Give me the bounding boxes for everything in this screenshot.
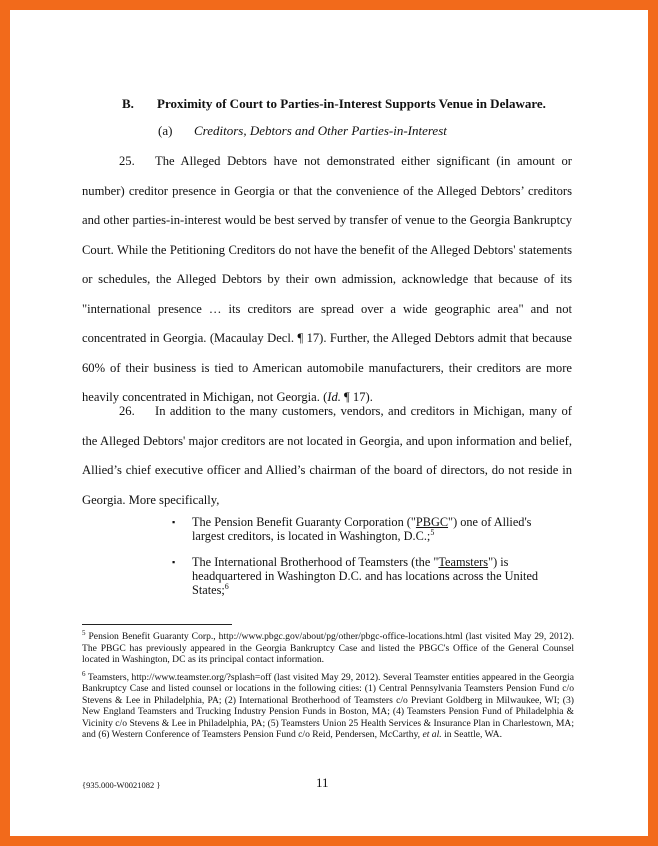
bullet-text: The International Brotherhood of Teamsters (the " — [192, 555, 439, 569]
page-number: 11 — [316, 775, 329, 790]
footnote-italic: et al. — [422, 729, 442, 740]
bullet-item-pbgc — [170, 515, 555, 543]
footnote-divider — [82, 624, 232, 625]
square-bullet-icon: ▪ — [172, 557, 176, 567]
defined-term: Teamsters — [438, 555, 489, 569]
bullet-text-end: ") one of Allied's largest creditors, is located in Washington, D.C.; — [192, 515, 532, 543]
paragraph-text: In addition to the many customers, vendors, and creditors in Michigan, many of the Alleged Debtors' major creditors are not located in Georgia, and upon information and belief, Allied’s chief executive officer and Allied’s chairman of the board of directors, do not reside in Georgia. More specifically, — [82, 404, 572, 507]
square-bullet-icon: ▪ — [172, 517, 176, 527]
bullet-text: The Pension Benefit Guaranty Corporation (" — [192, 515, 416, 529]
defined-term: PBGC — [415, 515, 449, 529]
footnote-text: Pension Benefit Guaranty Corp., http://www.pbgc.gov/about/pg/other/pbgc-office-locations.html (last visited May 29, 2012). The PBGC has previously appeared in the Georgia Bankruptcy Case and listed the PBGC's Office of the General Counsel located in Washington, DC as its principal contact information. — [82, 631, 574, 665]
section-title: Proximity of Court to Parties-in-Interest Supports Venue in Delaware. — [157, 96, 546, 111]
footnote-ref[interactable]: 6 — [224, 581, 229, 591]
subsection-heading — [158, 123, 447, 139]
section-heading — [122, 96, 592, 112]
footnote-6 — [82, 669, 574, 741]
bullet-text-end: ") is headquartered in Washington D.C. and has locations across the United States; — [192, 555, 539, 597]
citation-id: Id. — [327, 390, 341, 404]
document-id: {935.000-W0021082 } — [82, 780, 161, 790]
footnotes — [82, 628, 574, 747]
document-page — [10, 10, 648, 836]
footnote-number: 5 — [82, 628, 86, 637]
section-letter: B. — [122, 96, 134, 111]
subsection-title: Creditors, Debtors and Other Parties-in-Interest — [194, 123, 447, 138]
paragraph-text: The Alleged Debtors have not demonstrated either significant (in amount or number) creditor presence in Georgia or that the convenience of the Alleged Debtors’ creditors and other parties-in-interest would be best served by transfer of venue to the Georgia Bankruptcy Court. While the Petitioning Creditors do not have the benefit of the Alleged Debtors' statements or schedules, the Alleged Debtors by their own admission, acknowledge that because of its "international presence … its creditors are spread over a wide geographic area" and not concentrated in Georgia. (Macaulay Decl. ¶ 17). Further, the Alleged Debtors admit that because 60% of their business is tied to American automobile manufacturers, their creditors are more heavily concentrated in Michigan, not Georgia. ( — [82, 154, 572, 404]
footnote-text-end: in Seattle, WA. — [441, 729, 502, 740]
subsection-label: (a) — [158, 123, 173, 138]
footnote-text: Teamsters, http://www.teamster.org/?splash=off (last visited May 29, 2012). Several Teamster entities appeared in the Georgia Bankruptcy Case and listed counsel or locations in the following cities: (1) Central Pennsylvania Teamsters Pension Fund c/o Stevens & Lee in Philadelphia, PA; (2) International Brotherhood of Teamsters c/o Previant Goldberg in Milwaukee, WI; (3) New England Teamsters and Trucking Industry Pension Funds in Boston, MA; (4) Teamsters Pension Fund of Philadelphia & Vicinity c/o Stevens & Lee in Philadelphia, PA; (5) Teamsters Union 25 Health Services & Insurance Plan in Charlestown, MA; and (6) Western Conference of Teamsters Pension Fund c/o Reid, Pendersen, McCarthy, — [82, 671, 574, 740]
paragraph-25 — [82, 147, 572, 413]
footnote-number: 6 — [82, 669, 86, 678]
creditor-bullet-list — [170, 515, 555, 609]
paragraph-number: 26. — [119, 404, 135, 418]
paragraph-26 — [82, 397, 572, 515]
paragraph-text-end: ¶ 17). — [340, 390, 373, 404]
paragraph-number: 25. — [119, 154, 135, 168]
footnote-ref[interactable]: 5 — [430, 527, 435, 537]
footnote-5 — [82, 628, 574, 666]
bullet-item-teamsters — [170, 555, 555, 597]
